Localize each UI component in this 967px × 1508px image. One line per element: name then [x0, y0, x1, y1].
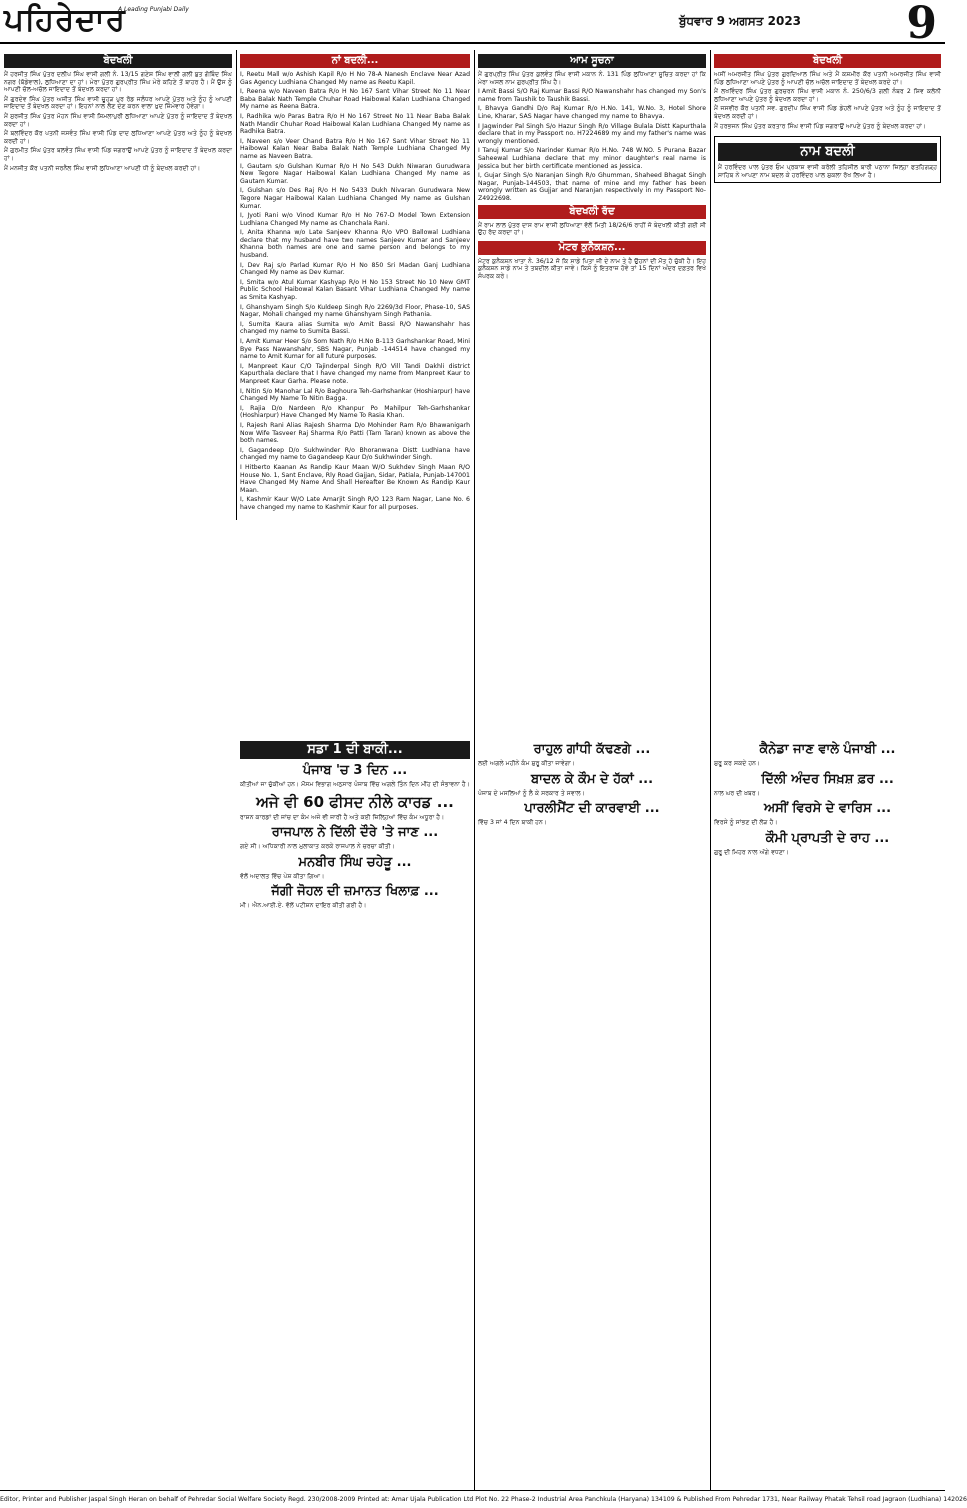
notice-item: ਮੈਂ ਲਖਵਿੰਦਰ ਸਿੰਘ ਪੁੱਤਰ ਗੁਰਚਰਨ ਸਿੰਘ ਵਾਸੀ ਮਕਾਨ ਨੰ. 250/6/3 ਗਲੀ ਨੰਬਰ 2 ਸ਼ਿਵ ਕਲੋਨੀ ਲੁਧਿਆਣਾ ਆਪਣੇ ਪੁੱਤਰ ਨੂੰ ਬੇਦਖਲ ਕਰਦਾ ਹਾਂ।: [714, 88, 941, 103]
column-divider: [236, 50, 237, 520]
notice-item: I Hitberto Kaanan As Randip Kaur Maan W/O Sukhdev Singh Maan R/O House No. 1, Sant Enclave, Rly Road Gajjan, Sidar, Patiala, Punjab-147001 Have Changed My Name And Shall Hereafter Be Known As Randip Kaur Maan.: [240, 463, 470, 494]
notice-item: I, Naveen s/o Veer Chand Batra R/o H No 167 Sant Vihar Street No 11 Haibowal Kalan Near Baba Balak Nath Temple Ludhiana Changed My name as Naveen Batra.: [240, 137, 470, 160]
notice-item: ਅਸੀਂ ਅਮਰਜੀਤ ਸਿੰਘ ਪੁੱਤਰ ਗੁਰਦਿਆਲ ਸਿੰਘ ਅਤੇ ਮੈਂ ਕਸ਼ਮੀਰ ਕੌਰ ਪਤਨੀ ਅਮਰਜੀਤ ਸਿੰਘ ਵਾਸੀ ਪਿੰਡ ਲੁਧਿਆਣਾ ਆਪਣੇ ਪੁੱਤਰ ਨੂੰ ਆਪਣੀ ਚੱਲ ਅਚੱਲ ਜਾਇਦਾਦ ਤੋਂ ਬੇਦਖਲ ਕਰਦੇ ਹਾਂ।: [714, 71, 941, 86]
notice-item: ਮੈਂ ਗੁਰਪ੍ਰੀਤ ਸਿੰਘ ਪੁੱਤਰ ਕੁਲਵੰਤ ਸਿੰਘ ਵਾਸੀ ਮਕਾਨ ਨੰ. 131 ਪਿੰਡ ਲੁਧਿਆਣਾ ਸੂਚਿਤ ਕਰਦਾ ਹਾਂ ਕਿ ਮੇਰਾ ਅਸਲ ਨਾਮ ਗੁਰਪ੍ਰੀਤ ਸਿੰਘ ਹੈ।: [478, 71, 706, 86]
article-body: ਲਈ ਅਗਲੇ ਮਹੀਨੇ ਕੰਮ ਸ਼ੁਰੂ ਕੀਤਾ ਜਾਵੇਗਾ।: [478, 760, 576, 767]
article-headline: ਬਾਦਲ ਕੇ ਕੌਮ ਦੇ ਹੱਕਾਂ ...: [530, 771, 654, 787]
notice-list: [4, 71, 232, 172]
issue-date: ਬੁੱਧਵਾਰ 9 ਅਗਸਤ 2023: [678, 14, 802, 28]
notice-item: I, Sumita Kaura alias Sumita w/o Amit Bassi R/O Nawanshahr has changed my name to Sumita Bassi.: [240, 320, 470, 336]
column-divider: [474, 50, 475, 1490]
box-text: ਮੈਂ ਹਰਵਿੰਦਰ ਪਾਲ ਪੁੱਤਰ ਓਮ ਪ੍ਰਕਾਸ਼ ਵਾਸੀ ਕਰੋਲੀ ਤਹਿਸੀਲ ਬਾਰੀ ਪਠਾਨਾ ਜ਼ਿਲ੍ਹਾ ਫਤਹਿਗੜ੍ਹ ਸਾਹਿਬ ਨੇ ਆਪਣਾ ਨਾਮ ਬਦਲ ਕੇ ਹਰਵਿੰਦਰ ਪਾਲ ਸ਼ੁਕਲਾ ਰੱਖ ਲਿਆ ਹੈ।: [718, 164, 937, 179]
notice-item: ਮੈਂ ਮਨਜੀਤ ਕੌਰ ਪਤਨੀ ਜਰਨੈਲ ਸਿੰਘ ਵਾਸੀ ਲੁਧਿਆਣਾ ਆਪਣੀ ਧੀ ਨੂੰ ਬੇਦਖਲ ਕਰਦੀ ਹਾਂ।: [4, 164, 201, 172]
notice-item: I Amit Bassi S/O Raj Kumar Bassi R/O Nawanshahr has changed my Son's name from Taushik to Taushik Bassi.: [478, 88, 706, 103]
article-body: ਵਿਰਸੇ ਨੂੰ ਸਾਂਭਣ ਦੀ ਲੋੜ ਹੈ।: [714, 819, 778, 827]
notice-item: I, Gulshan s/o Des Raj R/o H No 5433 Dukh Nivaran Gurudwara New Tegore Nagar Haibowal Kalan Ludhiana Changed My name as Gulshan Kumar.: [240, 187, 470, 210]
section-header: ਬੇਦਖਲੀ: [4, 54, 232, 68]
notice-item: ਮੈਂ ਗੁਰਮੀਤ ਸਿੰਘ ਪੁੱਤਰ ਬਲਵੰਤ ਸਿੰਘ ਵਾਸੀ ਪਿੰਡ ਜਗਰਾਉਂ ਆਪਣੇ ਪੁੱਤਰ ਨੂੰ ਜਾਇਦਾਦ ਤੋਂ ਬੇਦਖਲ ਕਰਦਾ ਹਾਂ।: [4, 147, 232, 162]
column-general-notice: [478, 54, 706, 474]
notice-item: I, Jyoti Rani w/o Vinod Kumar R/o H No 767-D Model Town Extension Ludhiana Changed My name as Chanchala Rani.: [240, 212, 470, 227]
notice-item: I Tanuj Kumar S/o Narinder Kumar R/o H.No. 748 W.NO. 5 Purana Bazar Saheewal Ludhiana declare that my minor daughter's real name is Jessica but her birth certificate mentioned as Jessica.: [478, 147, 706, 170]
notice-item: I, Amit Kumar Heer S/o Som Nath R/o H.No B-113 Garhshankar Road, Mini Bye Pass Nawanshahr, SBS Nagar, Punjab -144514 have changed my name to Amit Kumar for all future purposes.: [240, 338, 470, 361]
notice-item: I, Rajia D/o Nardeen R/o Khanpur Po Mahilpur Teh-Garhshankar (Hoshiarpur) Have Changed My Name To Rasia Khan.: [240, 404, 470, 420]
notice-list: [714, 71, 941, 130]
article-headline: ਰਾਜਪਾਲ ਨੇ ਦਿੱਲੀ ਦੌਰੇ 'ਤੇ ਜਾਣ ...: [271, 825, 439, 841]
name-change-box: [714, 136, 941, 183]
article-body: ਕੀਤੀਆਂ ਜਾ ਚੁੱਕੀਆਂ ਹਨ। ਮੌਸਮ ਵਿਭਾਗ ਅਨੁਸਾਰ ਪੰਜਾਬ ਵਿੱਚ ਅਗਲੇ ਤਿੰਨ ਦਿਨ ਮੀਂਹ ਦੀ ਸੰਭਾਵਨਾ ਹੈ।: [240, 781, 470, 788]
section-header: ਬੇਦਖਲੀ: [714, 54, 941, 68]
notice-item: I, Radhika w/o Paras Batra R/o H No 167 Street No 11 Near Baba Balak Nath Mandir Chuhar Road Haibowal Kalan Ludhiana Changed My name as Radhika Batra.: [240, 112, 470, 136]
page-number: 9: [906, 0, 937, 49]
notice-item: I, Gujar Singh S/o Naranjan Singh R/o Ghumman, Shaheed Bhagat Singh Nagar, Punjab-144503, that name of mine and my father has been wrongly written as Gujjar and Naranjan respectively in my Passport No-Z4922698.: [478, 172, 706, 202]
article-headline: ਪਾਰਲੀਮੈਂਟ ਦੀ ਕਾਰਵਾਈ ...: [524, 801, 660, 817]
box-title: ਨਾਮ ਬਦਲੀ: [718, 143, 937, 161]
notice-item: I, Anita Khanna w/o Late Sanjeev Khanna R/o VPO Ballowal Ludhiana declare that my husband have two names Sanjeev Kumar and Sanjeev Khanna both names are one and same person and belongs to my husband.: [240, 229, 470, 260]
notice-item: I, Gagandeep D/o Sukhwinder R/o Bhoranwana Distt Ludhiana have changed my name to Gagandeep Kaur D/o Sukhwinder Singh.: [240, 446, 470, 462]
notice-item: I, Reena w/o Naveen Batra R/o H No 167 Sant Vihar Street No 11 Near Baba Balak Nath Temple Chuhar Road Haibowal Kalan Ludhiana Changed My name as Reena Batra.: [240, 88, 470, 111]
notice-item: I, Dev Raj s/o Parlad Kumar R/o H No 850 Sri Madan Ganj Ludhiana Changed My name as Dev Kumar.: [240, 261, 470, 277]
notice-item: I, Gautam s/o Gulshan Kumar R/o H No 543 Dukh Niwaran Gurudwara New Tegore Nagar Haibowal Kalan Ludhiana Changed My name as Gautam Kumar.: [240, 162, 470, 185]
article-body: ਵਿੱਚ 3 ਜਾਂ 4 ਦਿਨ ਬਾਕੀ ਹਨ।: [478, 819, 548, 827]
section-header: ਮੋਟਰ ਕੁਨੈਕਸ਼ਨ...: [478, 241, 706, 255]
notice-list: [240, 71, 470, 511]
article-body: ਗੁਰੂ ਦੀ ਮਿਹਰ ਨਾਲ ਅੱਗੇ ਵਧਣਾ।: [714, 848, 789, 856]
notice-item: ਮੈਂ ਜਸਵੀਰ ਕੌਰ ਪਤਨੀ ਸਵ. ਗੁਰਦੀਪ ਸਿੰਘ ਵਾਸੀ ਪਿੰਡ ਡੇਹਲੋਂ ਆਪਣੇ ਪੁੱਤਰ ਅਤੇ ਨੂੰਹ ਨੂੰ ਜਾਇਦਾਦ ਤੋਂ ਬੇਦਖਲ ਕਰਦੀ ਹਾਂ।: [714, 105, 941, 120]
notice-item: I, Ghanshyam Singh S/o Kuldeep Singh R/o 2269/3d Floor, Phase-10, SAS Nagar, Mohali changed my name Ghanshyam Singh Pathania.: [240, 303, 470, 319]
column-news-mid: [478, 738, 706, 1488]
notice-item: I Jagwinder Pal Singh S/o Hazur Singh R/o Village Bulala Distt Kapurthala declare that in my Passport no. H7224689 my and my father's name was wrongly mentioned.: [478, 122, 706, 145]
section-header: ਨਾਂ ਬਦਲੀ...: [240, 54, 470, 68]
column-bedakhli-left: [4, 54, 232, 1484]
masthead: [0, 0, 945, 49]
notice-item: ਮੈਂ ਬਲਵਿੰਦਰ ਕੌਰ ਪਤਨੀ ਜਸਵੰਤ ਸਿੰਘ ਵਾਸੀ ਪਿੰਡ ਦਾਦ ਲੁਧਿਆਣਾ ਆਪਣੇ ਪੁੱਤਰ ਅਤੇ ਨੂੰਹ ਨੂੰ ਬੇਦਖਲ ਕਰਦੀ ਹਾਂ।: [4, 130, 232, 145]
notice-item: I, Kashmir Kaur W/O Late Amarjit Singh R/O 123 Ram Nagar, Lane No. 6 have changed my name to Kashmir Kaur for all purposes.: [240, 496, 470, 511]
notice-item: I, Bhavya Gandhi D/o Raj Kumar R/o H.No. 141, W.No. 3, Hotel Shore Line, Kharar, SAS Nagar have changed my name to Bhavya.: [478, 105, 706, 120]
article-headline: ਕੈਨੇਡਾ ਜਾਣ ਵਾਲੇ ਪੰਜਾਬੀ ...: [759, 742, 896, 757]
article-body: ਵੱਲੋਂ ਅਦਾਲਤ ਵਿੱਚ ਪੇਸ਼ ਕੀਤਾ ਗਿਆ।: [240, 872, 325, 880]
notice-item: I, Manpreet Kaur C/O Tajinderpal Singh R/O Vill Tandi Dakhli district Kapurthala declare that I have changed my name from Manpreet Kaur to Manpreet Kaur Garha. Please note.: [240, 362, 470, 385]
article-headline: ਪੰਜਾਬ 'ਚ 3 ਦਿਨ ...: [302, 763, 408, 778]
column-divider: [710, 50, 711, 1490]
article-headline: ਦਿੱਲੀ ਅੰਦਰ ਸਿਖ਼ਸ਼ ਫ਼ਰ ...: [761, 771, 894, 787]
article-headline: ਜੱਗੀ ਜੋਹਲ ਦੀ ਜ਼ਮਾਨਤ ਖਿਲਾਫ਼ ...: [271, 884, 439, 900]
notice-text: ਮੋਟਰ ਕੁਨੈਕਸ਼ਨ ਖਾਤਾ ਨੰ. 36/12 ਜੋ ਕਿ ਸਾਡੇ ਪਿਤਾ ਜੀ ਦੇ ਨਾਮ ਤੇ ਹੈ ਉਹਨਾਂ ਦੀ ਮੌਤ ਹੋ ਚੁੱਕੀ ਹੈ। ਇਹ ਕੁਨੈਕਸ਼ਨ ਸਾਡੇ ਨਾਮ ਤੇ ਤਬਦੀਲ ਕੀਤਾ ਜਾਵੇ। ਕਿਸੇ ਨੂੰ ਇਤਰਾਜ਼ ਹੋਵੇ ਤਾਂ 15 ਦਿਨਾਂ ਅੰਦਰ ਦਫ਼ਤਰ ਵਿਖੇ ਸੰਪਰਕ ਕਰੇ।: [478, 257, 706, 280]
section-banner: ਸਡਾ 1 ਦੀ ਬਾਕੀ...: [240, 741, 470, 759]
newspaper-logo: ਪਹਿਰੇਦਾਰ: [4, 2, 126, 38]
notice-text: ਮੈਂ ਰਾਮ ਲਾਲ ਪੁੱਤਰ ਦਾਸ ਰਾਮ ਵਾਸੀ ਲੁਧਿਆਣਾ ਵੱਲੋਂ ਮਿਤੀ 18/26/6 ਰਾਹੀਂ ਜੋ ਬੇਦਖਲੀ ਕੀਤੀ ਗਈ ਸੀ ਉਹ ਰੱਦ ਕਰਦਾ ਹਾਂ।: [478, 221, 706, 237]
article-body: ਮੀ। ਐਨ.ਆਈ.ਏ. ਵੱਲੋਂ ਪਟੀਸ਼ਨ ਦਾਇਰ ਕੀਤੀ ਗਈ ਹੈ।: [240, 902, 367, 910]
column-news-right: [714, 738, 941, 1488]
notice-item: ਮੈਂ ਸੁਰਜੀਤ ਸਿੰਘ ਪੁੱਤਰ ਮੋਹਨ ਸਿੰਘ ਵਾਸੀ ਸ਼ਿਮਲਾਪੁਰੀ ਲੁਧਿਆਣਾ ਆਪਣੇ ਪੁੱਤਰ ਨੂੰ ਜਾਇਦਾਦ ਤੋਂ ਬੇਦਖਲ ਕਰਦਾ ਹਾਂ।: [4, 112, 232, 128]
article-headline: ਅਸੀਂ ਵਿਰਸੇ ਦੇ ਵਾਰਿਸ ...: [763, 801, 892, 817]
article-body: ਸ਼ੁਰੂ ਕਰ ਸਕਦੇ ਹਨ।: [714, 760, 761, 767]
notice-item: I, Nitin S/o Manohar Lal R/o Baghoura Teh-Garhshankar (Hoshiarpur) have Changed My Name To Nitin Bagga.: [240, 387, 470, 403]
article-body: ਰਾਸ਼ਨ ਕਾਰਡਾਂ ਦੀ ਜਾਂਚ ਦਾ ਕੰਮ ਅਜੇ ਵੀ ਜਾਰੀ ਹੈ ਅਤੇ ਕਈ ਜ਼ਿਲ੍ਹਿਆਂ ਵਿੱਚ ਕੰਮ ਅਧੂਰਾ ਹੈ।: [240, 813, 445, 821]
notice-list: [478, 71, 706, 203]
article-headline: ਮਨਬੀਰ ਸਿੰਘ ਚਹੇੜੂ ...: [298, 854, 412, 870]
article-body: ਗਏ ਸੀ। ਅਧਿਕਾਰੀ ਨਾਲ ਮੁਲਾਕਾਤ ਕਰਕੇ ਰਾਜਪਾਲ ਨੇ ਚਰਚਾ ਕੀਤੀ।: [240, 843, 395, 851]
notice-item: ਮੈਂ ਹਰਜੀਤ ਸਿੰਘ ਪੁੱਤਰ ਦਲੀਪ ਸਿੰਘ ਵਾਸੀ ਗਲੀ ਨੰ. 13/15 ਗਣੇਸ਼ ਸਿੰਘ ਵਾਲੀ ਗਲੀ ਬੁਤ ਗੋਬਿੰਦ ਸਿੰਘ ਨਗਰ (ਬੱਡੇਵਾਲ), ਲੁਧਿਆਣਾ ਦਾ ਹਾਂ। ਮੇਰਾ ਪੁੱਤਰ ਗੁਰਪ੍ਰੀਤ ਸਿੰਘ ਮੇਰੇ ਕਹਿਣੇ ਤੋਂ ਬਾਹਰ ਹੈ। ਮੈਂ ਉਸ ਨੂੰ ਆਪਣੀ ਚੱਲ-ਅਚੱਲ ਜਾਇਦਾਦ ਤੋਂ ਬੇਦਖਲ ਕਰਦਾ ਹਾਂ।: [4, 71, 232, 94]
notice-item: ਮੈਂ ਹਰਭਜਨ ਸਿੰਘ ਪੁੱਤਰ ਕਰਤਾਰ ਸਿੰਘ ਵਾਸੀ ਪਿੰਡ ਜਗਰਾਉਂ ਆਪਣੇ ਪੁੱਤਰ ਨੂੰ ਬੇਦਖਲ ਕਰਦਾ ਹਾਂ।: [714, 122, 927, 130]
article-headline: ਕੌਮੀ ਪ੍ਰਾਪਤੀ ਦੇ ਰਾਹ ...: [765, 830, 890, 846]
article-body: ਪੰਜਾਬ ਦੇ ਮਸਲਿਆਂ ਨੂੰ ਲੈ ਕੇ ਸਰਕਾਰ ਤੇ ਸਵਾਲ।: [478, 789, 585, 797]
section-header: ਆਮ ਸੂਚਨਾ: [478, 54, 706, 68]
column-name-change: [240, 54, 470, 511]
article-headline: ਰਾਹੁਲ ਗਾਂਧੀ ਕੱਢਣਗੇ ...: [533, 742, 651, 757]
imprint-footer: Editor, Printer and Publisher Jaspal Singh Heran on behalf of Pehredar Social Welfare Society Regd. 230/2008-2009 Printed at: Amar Ujala Publication Ltd Plot No. 22 Phase-2 Industrial Area Panchkula (Haryana) 134109 & Published From Pehredar 1731, Near Railway Phatak Tehsil road Jagraon (Ludhiana) 142026: [0, 1490, 945, 1508]
tagline: A Leading Punjabi Daily: [118, 6, 189, 13]
notice-item: I, Smita w/o Atul Kumar Kashyap R/o H No 153 Street No 10 New GMT Public School Haibowal Kalan Basant Vihar Ludhiana Changed My name as Smita Kashyap.: [240, 278, 470, 302]
article-headline: ਅਜੇ ਵੀ 60 ਫੀਸਦ ਨੀਲੇ ਕਾਰਡ ...: [256, 792, 454, 811]
notice-item: I, Reetu Mall w/o Ashish Kapil R/o H No 78-A Nanesh Enclave Near Azad Gas Agency Ludhiana Changed My name as Reetu Kapil.: [240, 71, 470, 86]
section-header: ਬੇਦਖਲੀ ਰੱਦ: [478, 205, 706, 219]
notice-item: I, Rajesh Rani Alias Rajesh Sharma D/o Mohinder Ram R/o Bhawanigarh Now Wife Tasveer Raj Sharma R/o Patti (Tarn Taran) known as above the both names.: [240, 421, 470, 445]
column-bedakhli-right: [714, 54, 941, 614]
notice-item: ਮੈਂ ਗੁਰਦੇਵ ਸਿੰਘ ਪੁੱਤਰ ਅਜੀਤ ਸਿੰਘ ਵਾਸੀ ਚੂਹੜ ਪੁਰ ਰੋਡ ਜਲੰਧਰ ਆਪਣੇ ਪੁੱਤਰ ਅਤੇ ਨੂੰਹ ਨੂੰ ਆਪਣੀ ਜਾਇਦਾਦ ਤੋਂ ਬੇਦਖਲ ਕਰਦਾ ਹਾਂ। ਇਹਨਾਂ ਨਾਲ ਲੈਣ ਦੇਣ ਕਰਨ ਵਾਲਾ ਖ਼ੁਦ ਜ਼ਿੰਮੇਵਾਰ ਹੋਵੇਗਾ।: [4, 95, 232, 111]
article-body: ਨਾਲ ਘਰ ਦੀ ਖ਼ਬਰ।: [714, 789, 760, 797]
column-news-left: [240, 738, 470, 1488]
